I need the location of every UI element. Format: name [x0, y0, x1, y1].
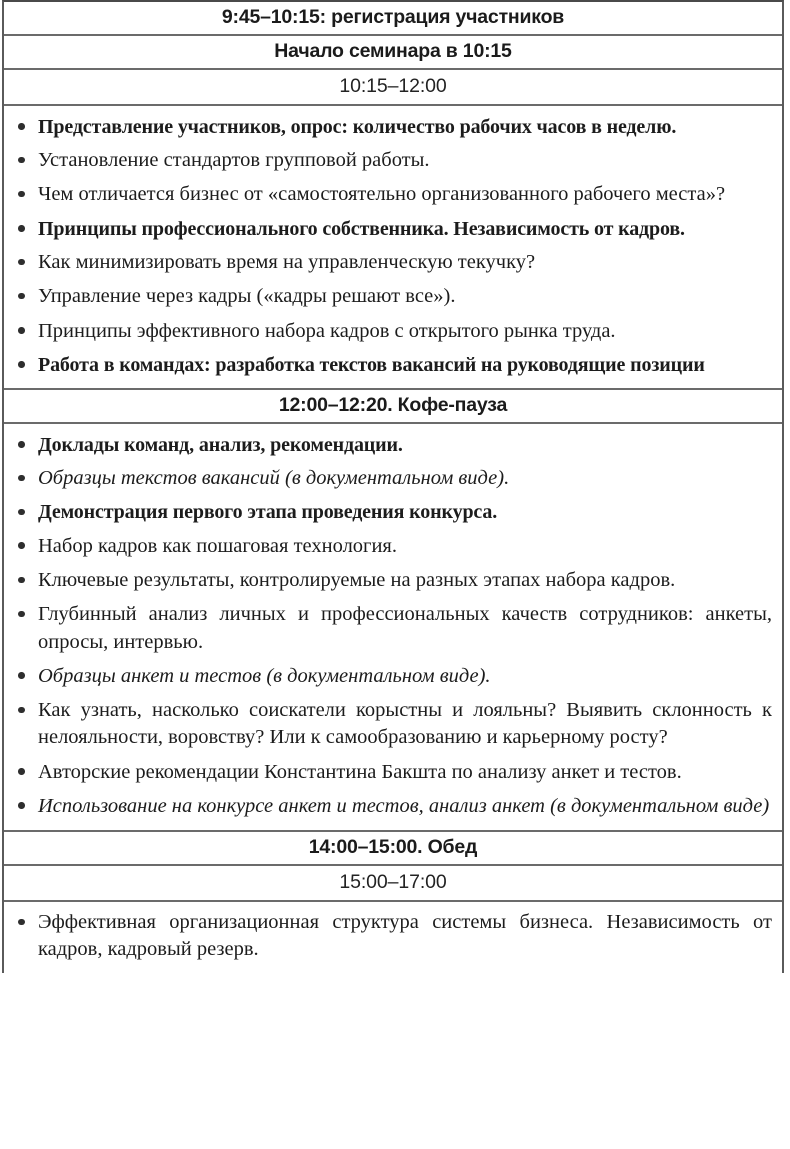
list-item: Представление участников, опрос: количество рабочих часов в неделю. [4, 110, 782, 144]
list-item: Использование на конкурсе анкет и тестов, анализ анкет (в документальном виде) [4, 789, 782, 823]
lunch-header: 14:00–15:00. Обед [4, 832, 782, 866]
list-item: Образцы анкет и тестов (в документальном виде). [4, 659, 782, 693]
list-item: Авторские рекомендации Константина Бакшта по анализу анкет и тестов. [4, 755, 782, 789]
list-item: Эффективная организационная структура системы бизнеса. Независимость от кадров, кадровый резерв. [4, 906, 782, 968]
seminar-schedule-table [2, 0, 784, 973]
list-item: Доклады команд, анализ, рекомендации. [4, 428, 782, 462]
agenda-block-1 [4, 106, 782, 390]
seminar-start-header: Начало семинара в 10:15 [4, 36, 782, 70]
bullet-list [4, 428, 782, 824]
list-item: Управление через кадры («кадры решают все»). [4, 280, 782, 314]
coffee-break-header: 12:00–12:20. Кофе-пауза [4, 390, 782, 424]
list-item: Работа в командах: разработка текстов вакансий на руководящие позиции [4, 348, 782, 382]
list-item: Демонстрация первого этапа проведения конкурса. [4, 496, 782, 530]
list-item: Ключевые результаты, контролируемые на разных этапах набора кадров. [4, 564, 782, 598]
list-item: Чем отличается бизнес от «самостоятельно организованного рабочего места»? [4, 178, 782, 212]
list-item: Принципы эффективного набора кадров с открытого рынка труда. [4, 314, 782, 348]
agenda-block-2 [4, 424, 782, 832]
time-block-2: 15:00–17:00 [4, 866, 782, 902]
list-item: Как узнать, насколько соискатели корыстны и лояльны? Выявить склонность к нелояльности, воровству? Или к самообразованию и карьерному росту? [4, 694, 782, 756]
list-item: Глубинный анализ личных и профессиональных качеств сотрудников: анкеты, опросы, интервью. [4, 598, 782, 660]
list-item: Принципы профессионального собственника. Независимость от кадров. [4, 212, 782, 246]
registration-header: 9:45–10:15: регистрация участников [4, 2, 782, 36]
bullet-list [4, 110, 782, 382]
list-item: Образцы текстов вакансий (в документальном виде). [4, 462, 782, 496]
agenda-block-3 [4, 902, 782, 974]
list-item: Набор кадров как пошаговая технология. [4, 529, 782, 563]
list-item: Установление стандартов групповой работы. [4, 144, 782, 178]
list-item: Как минимизировать время на управленческую текучку? [4, 246, 782, 280]
bullet-list [4, 906, 782, 968]
time-block-1: 10:15–12:00 [4, 70, 782, 106]
